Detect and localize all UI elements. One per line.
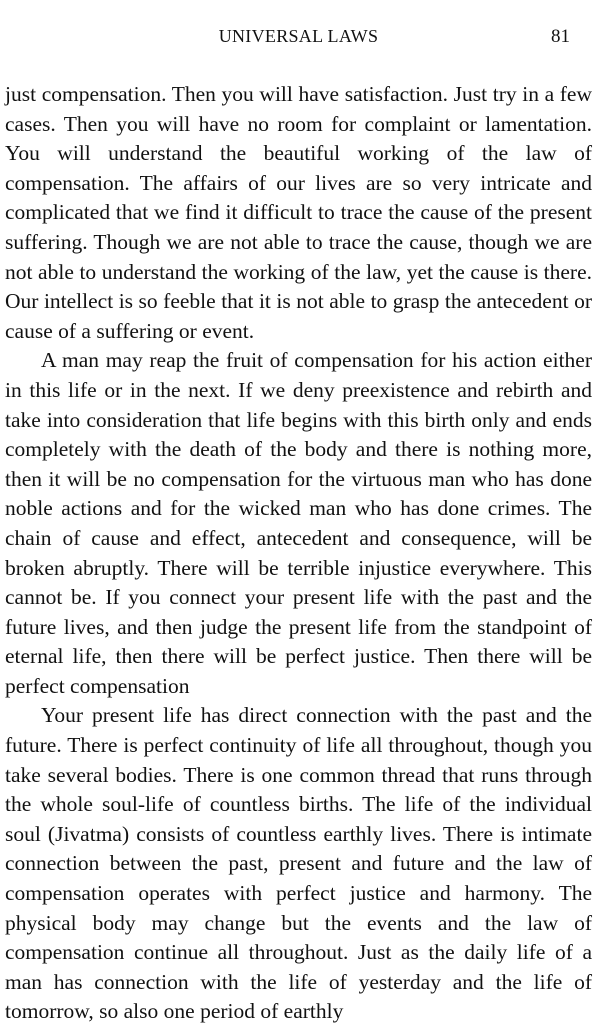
page-number: 81 xyxy=(551,26,570,47)
body-text xyxy=(5,80,592,1027)
running-header xyxy=(5,0,592,60)
running-title: UNIVERSAL LAWS xyxy=(218,26,379,46)
paragraph-3: Your present life has direct connection with the past and the future. There is perfect continuity of life all throughout, though you take several bodies. There is one common thread that runs through the whole soul-life of countless births. The life of the individual soul (Jivatma) consists of countless earthly lives. There is intimate connection between the past, present and future and the law of compensation operates with perfect justice and harmony. The physical body may change but the events and the law of compensation continue all throughout. Just as the daily life of a man has connection with the life of yesterday and the life of tomorrow, so also one period of earthly xyxy=(5,703,592,1024)
paragraph-2: A man may reap the fruit of compensation for his action either in this life or in the next. If we deny preexistence and rebirth and take into consideration that life begins with this birth only and ends completely with the death of the body and there is nothing more, then it will be no compensation for the virtuous man who has done noble actions and for the wicked man who has done crimes. The chain of cause and effect, antecedent and consequence, will be broken abruptly. There will be terrible injustice everywhere. This cannot be. If you connect your present life with the past and the future lives, and then judge the present life from the standpoint of eternal life, then there will be perfect justice. Then there will be perfect compensation xyxy=(5,348,592,698)
paragraph-1: just compensation. Then you will have satisfaction. Just try in a few cases. Then you will have no room for complaint or lamentation. You will understand the beautiful working of the law of compensation. The affairs of our lives are so very intricate and complicated that we find it difficult to trace the cause of the present suffering. Though we are not able to trace the cause, though we are not able to understand the working of the law, yet the cause is there. Our intellect is so feeble that it is not able to grasp the antecedent or cause of a suffering or event. xyxy=(5,82,592,343)
